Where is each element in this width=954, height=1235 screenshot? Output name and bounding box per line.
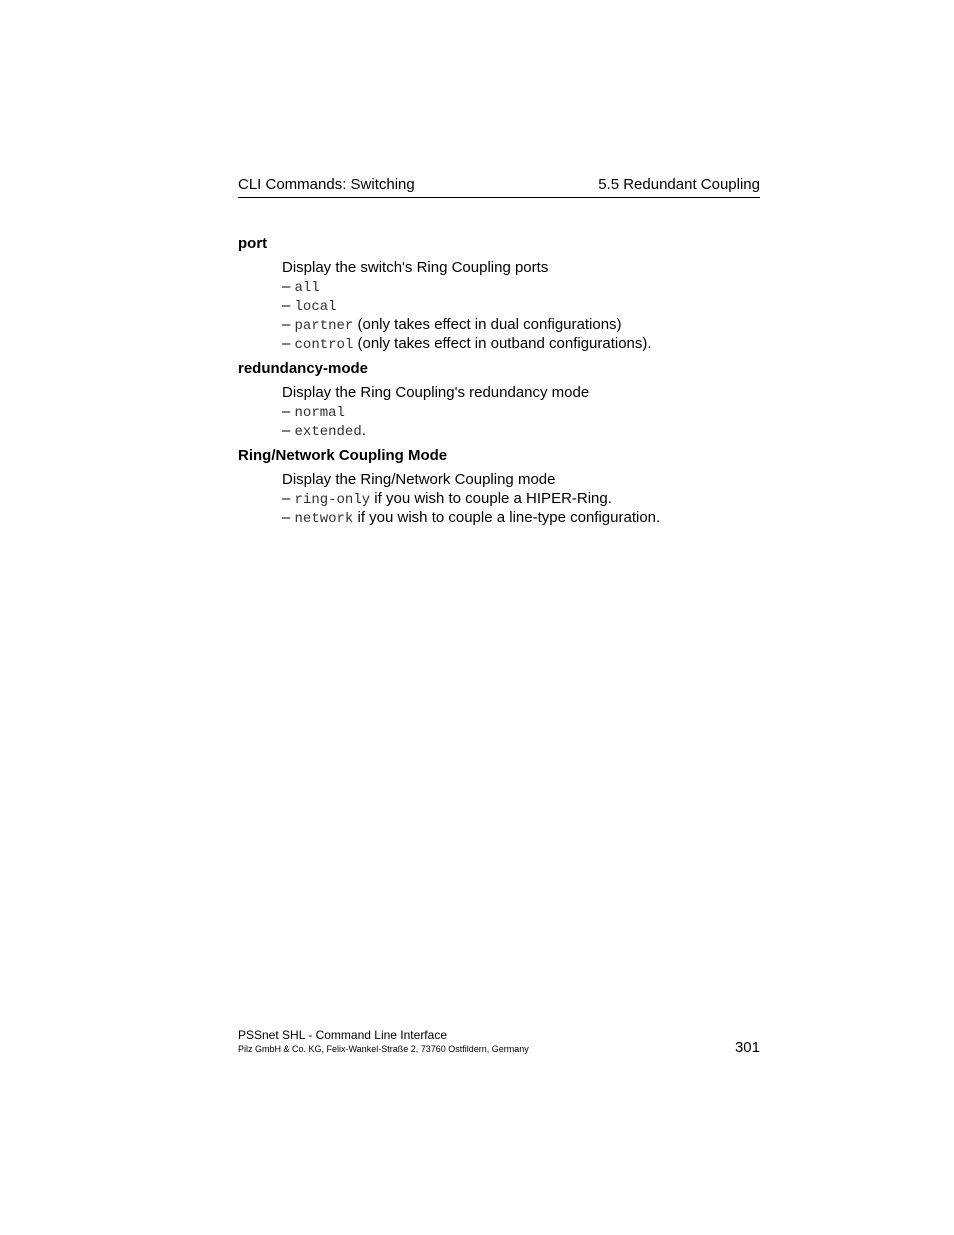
option-text: if you wish to couple a line-type configuration. [353, 509, 661, 526]
page-number: 301 [734, 1039, 760, 1056]
option-item [282, 296, 760, 315]
option-code: partner [294, 318, 354, 334]
option-code: extended [294, 424, 362, 440]
section-description: Display the switch's Ring Coupling ports [282, 259, 549, 276]
option-dash: – [282, 297, 291, 314]
option-text: if you wish to couple a HIPER-Ring. [370, 490, 612, 507]
option-item [282, 315, 760, 334]
header-chapter-title: CLI Commands: Switching [238, 176, 415, 193]
section-title: Ring/Network Coupling Mode [238, 447, 448, 464]
option-item [282, 402, 760, 421]
option-dash: – [282, 509, 291, 526]
option-dash: – [282, 403, 291, 420]
option-item [282, 489, 760, 508]
section-body [282, 383, 760, 440]
option-text: (only takes effect in dual configurations) [353, 316, 622, 333]
footer-company-address: Pilz GmbH & Co. KG, Felix-Wankel-Straße 2, 73760 Ostfildern, Germany [238, 1044, 529, 1054]
option-dash: – [282, 422, 291, 439]
option-code: normal [294, 405, 345, 421]
section-title: port [238, 235, 268, 252]
option-code: all [294, 280, 320, 296]
option-dash: – [282, 335, 291, 352]
option-item [282, 508, 760, 527]
footer-document-title: PSSnet SHL - Command Line Interface [238, 1028, 447, 1042]
option-item [282, 277, 760, 296]
section-redundancy-mode [238, 359, 760, 440]
section-description: Display the Ring Coupling's redundancy mode [282, 384, 590, 401]
main-content [238, 234, 760, 533]
section-body [282, 470, 760, 527]
section-title: redundancy-mode [238, 360, 369, 377]
page-header [238, 176, 760, 198]
section-port [238, 234, 760, 353]
option-code: control [294, 337, 354, 353]
option-text: . [361, 422, 366, 439]
option-dash: – [282, 278, 291, 295]
option-code: network [294, 511, 354, 527]
option-item [282, 334, 760, 353]
option-text: (only takes effect in outband configurations). [353, 335, 652, 352]
option-code: ring-only [294, 492, 371, 508]
option-dash: – [282, 490, 291, 507]
page-footer [238, 1027, 760, 1055]
section-ring-network-coupling-mode [238, 446, 760, 527]
option-item [282, 421, 760, 440]
option-dash: – [282, 316, 291, 333]
header-section-title: 5.5 Redundant Coupling [598, 176, 760, 193]
option-code: local [294, 299, 337, 315]
section-description: Display the Ring/Network Coupling mode [282, 471, 556, 488]
section-body [282, 258, 760, 353]
